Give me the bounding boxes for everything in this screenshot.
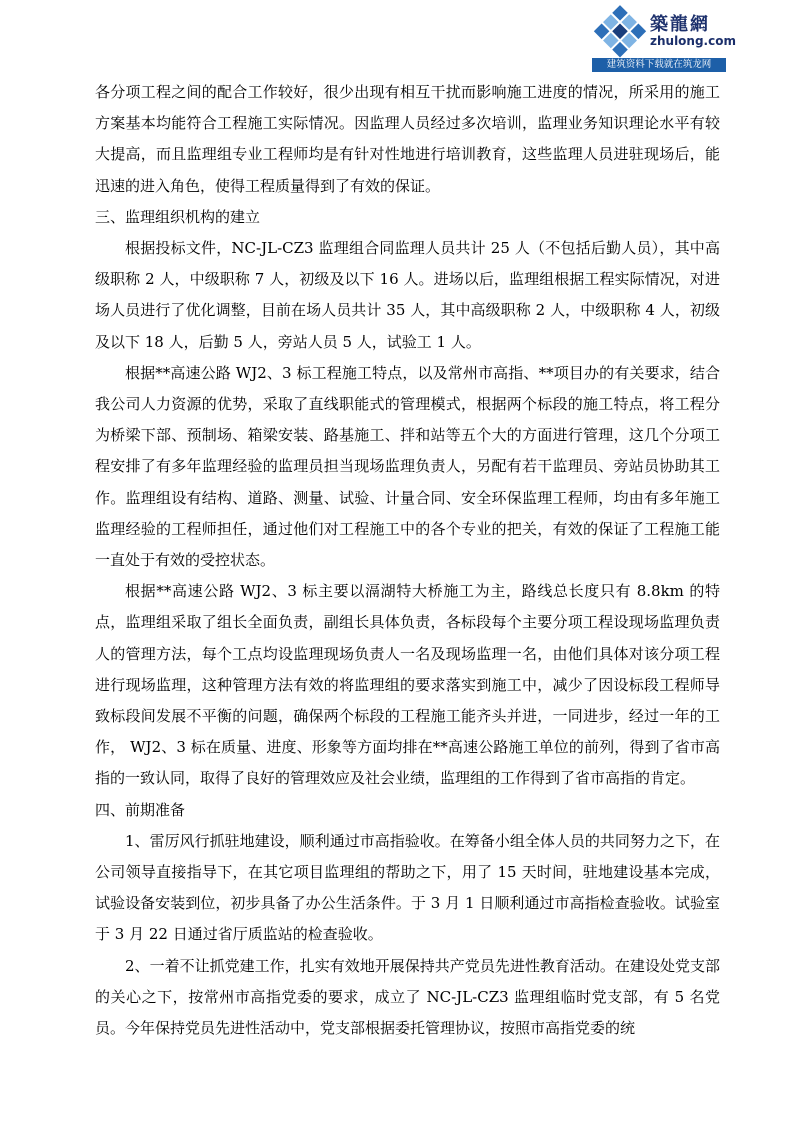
- section-heading-organization: 三、监理组织机构的建立: [95, 207, 261, 226]
- paragraph-management-method: 根据**高速公路 WJ2、3 标主要以滆湖特大桥施工为主，路线总长度只有 8.8km 的特点，监理组采取了组长全面负责，副组长具体负责，各标段每个主要分项工程设现场监理负责人的管理方法，每个工点均设监理现场负责人一名及现场监理一名，由他们具体对该分项工程进行现场监理，这种管理方法有效的将监理组的要求落实到施工中，减少了因设标段工程师导致标段间发展不平衡的问题，确保两个标段的工程施工能齐头并进，一同进步，经过一年的工作， WJ2、3 标在质量、进度、形象等方面均排在**高速公路施工单位的前列，得到了省市高指的一致认同，取得了良好的管理效应及社会业绩，监理组的工作得到了省市高指的肯定。: [95, 582, 720, 788]
- paragraph-party-building: 2、一着不让抓党建工作，扎实有效地开展保持共产党员先进性教育活动。在建设处党支部的关心之下，按常州市高指党委的要求，成立了 NC-JL-CZ3 监理组临时党支部，有 5 名党员。今年保持党员先进性活动中，党支部根据委托管理协议，按照市高指党委的统: [95, 956, 720, 1038]
- zhulong-logo: [592, 4, 736, 70]
- paragraph-staffing: 根据投标文件，NC-JL-CZ3 监理组合同监理人员共计 25 人（不包括后勤人员），其中高级职称 2 人，中级职称 7 人，初级及以下 16 人。进场以后，监理组根据工程实际情况，对进场人员进行了优化调整，目前在场人员共计 35 人，其中高级职称 2 人，中级职称 4 人，初级及以下 18 人，后勤 5 人，旁站人员 5 人，试验工 1 人。: [95, 239, 720, 351]
- logo-slogan: 建筑资料下载就在筑龙网: [592, 58, 726, 72]
- section-heading-preparation: 四、前期准备: [95, 800, 186, 819]
- zhulong-diamond-icon: [592, 4, 648, 60]
- document-body: [95, 77, 720, 1044]
- logo-name: 築龍網: [650, 14, 710, 35]
- paragraph-management-mode: 根据**高速公路 WJ2、3 标工程施工特点，以及常州市高指、**项目办的有关要求，结合我公司人力资源的优势，采取了直线职能式的管理模式，根据两个标段的施工特点，将工程分为桥梁下部、预制场、箱梁安装、路基施工、拌和站等五个大的方面进行管理，这几个分项工程安排了有多年监理经验的监理员担当现场监理负责人，另配有若干监理员、旁站员协助其工作。监理组设有结构、道路、测量、试验、计量合同、安全环保监理工程师，均由有多年施工监理经验的工程师担任，通过他们对工程施工中的各个专业的把关，有效的保证了工程施工能一直处于有效的受控状态。: [95, 363, 720, 570]
- paragraph-continuation: 各分项工程之间的配合工作较好，很少出现有相互干扰而影响施工进度的情况，所采用的施工方案基本均能符合工程施工实际情况。因监理人员经过多次培训，监理业务知识理论水平有较大提高，而且监理组专业工程师均是有针对性地进行培训教育，这些监理人员进驻现场后，能迅速的进入角色，使得工程质量得到了有效的保证。: [95, 83, 720, 195]
- logo-domain: zhulong.com: [650, 34, 736, 48]
- paragraph-site-construction: 1、雷厉风行抓驻地建设，顺利通过市高指验收。在筹备小组全体人员的共同努力之下，在公司领导直接指导下，在其它项目监理组的帮助之下，用了 15 天时间，驻地建设基本完成，试验设备安装到位，初步具备了办公生活条件。于 3 月 1 日顺利通过市高指检查验收。试验室于 3 月 22 日通过省厅质监站的检查验收。: [95, 831, 720, 944]
